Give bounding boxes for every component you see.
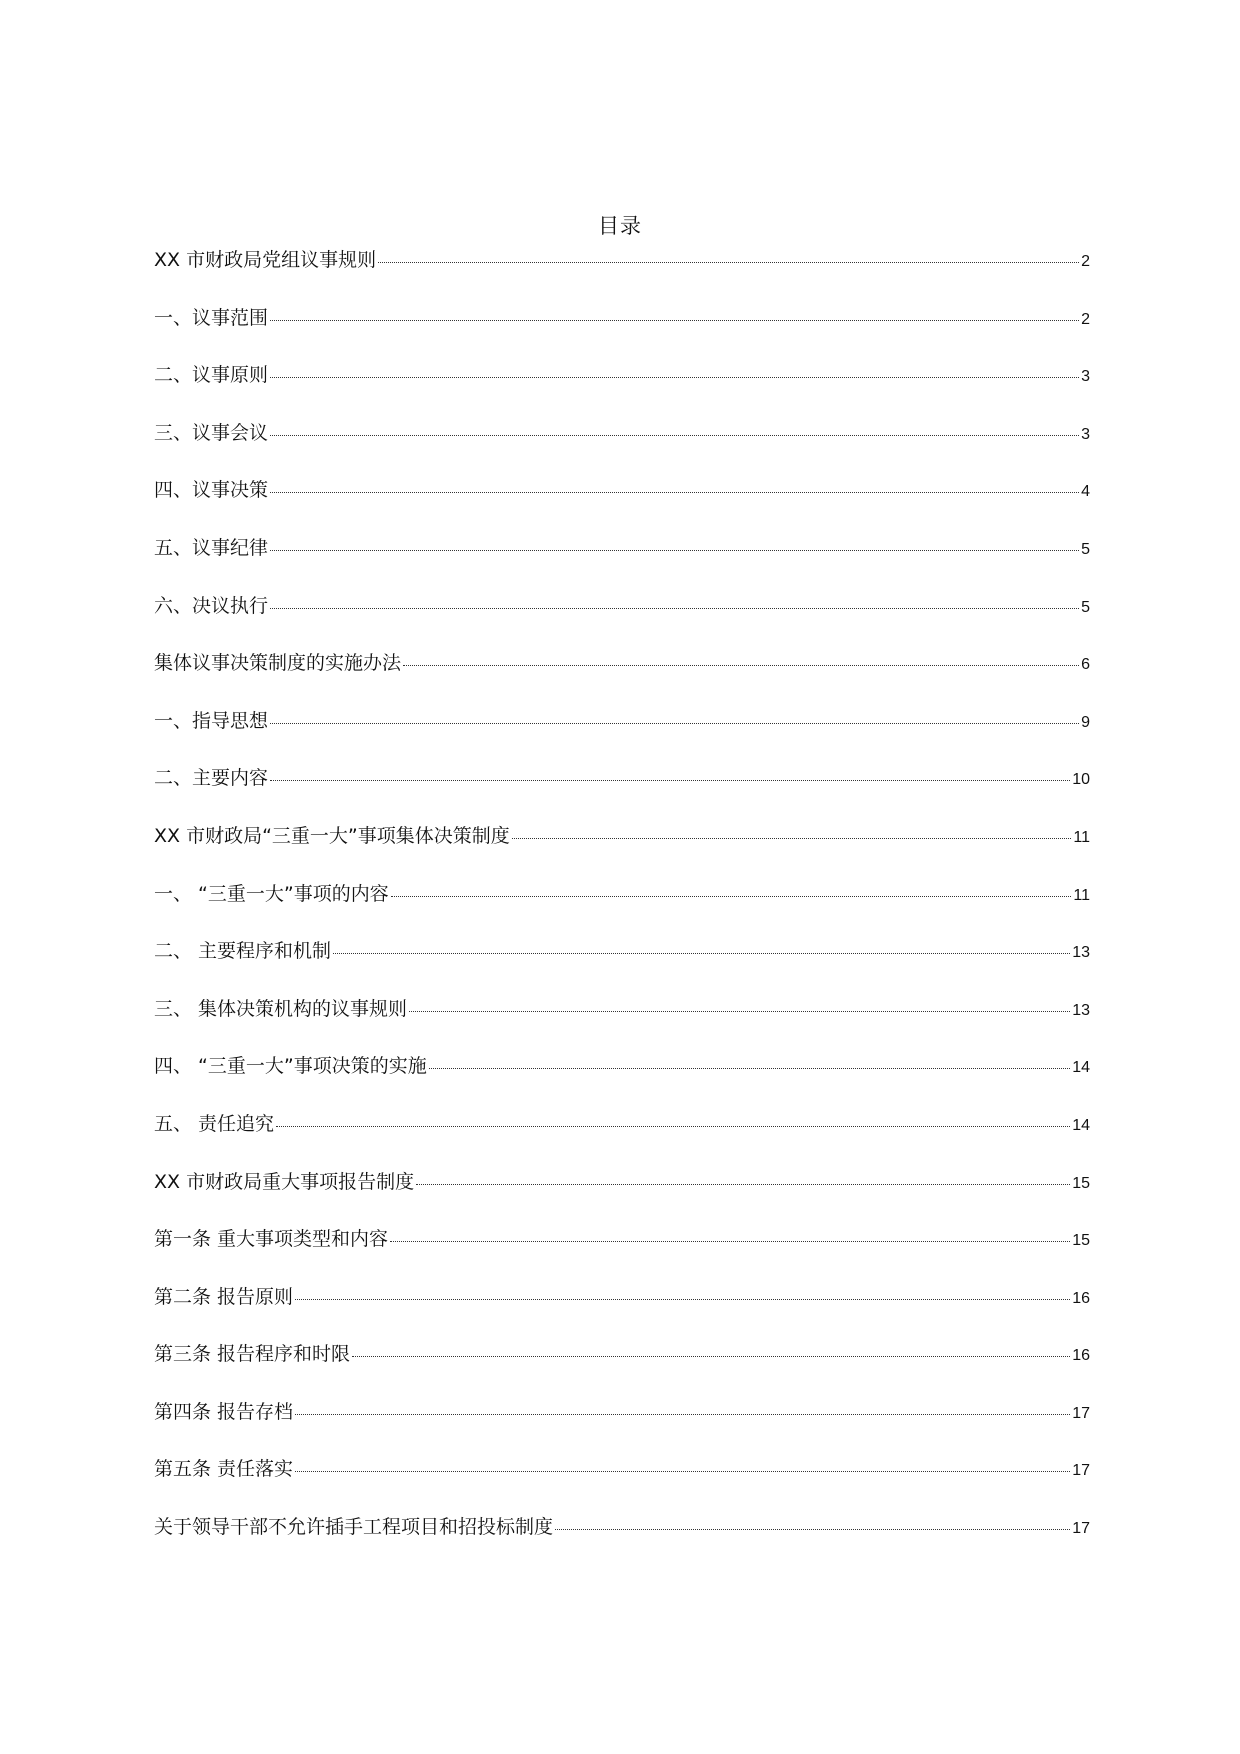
toc-entry-text: 五、 责任追究 xyxy=(154,1112,275,1135)
toc-entry-text: 第二条 报告原则 xyxy=(154,1285,294,1308)
toc-entry-page: 16 xyxy=(1072,1289,1090,1307)
dot-leader xyxy=(270,780,1070,781)
toc-entry[interactable] xyxy=(154,246,1090,304)
toc-title: 目录 xyxy=(598,214,642,238)
toc-entry-page: 14 xyxy=(1072,1116,1090,1134)
dot-leader xyxy=(270,377,1079,378)
toc-entry-text: 一、 “三重一大”事项的内容 xyxy=(154,882,389,905)
toc-entry-text: 关于领导干部不允许插手工程项目和招投标制度 xyxy=(154,1516,554,1539)
toc-entry-text: 五、议事纪律 xyxy=(154,536,269,559)
toc-entry-page: 13 xyxy=(1072,1001,1090,1019)
dot-leader xyxy=(270,608,1079,609)
dot-leader xyxy=(270,320,1079,321)
dot-leader xyxy=(295,1471,1070,1472)
toc-entry-text: 二、 主要程序和机制 xyxy=(154,940,332,963)
dot-leader xyxy=(512,838,1072,839)
toc-entry-page: 5 xyxy=(1081,540,1090,558)
dot-leader xyxy=(378,262,1079,263)
toc-entry[interactable] xyxy=(154,937,1090,995)
dot-leader xyxy=(270,550,1079,551)
dot-leader xyxy=(270,435,1079,436)
dot-leader xyxy=(409,1011,1070,1012)
toc-entry-page: 14 xyxy=(1072,1059,1090,1077)
toc-entry-text: XX 市财政局党组议事规则 xyxy=(154,249,377,271)
toc-entry-text: 一、指导思想 xyxy=(154,709,269,732)
toc-entry-text: 集体议事决策制度的实施办法 xyxy=(154,652,402,675)
toc-entry-text: 三、议事会议 xyxy=(154,421,269,444)
toc-entry[interactable] xyxy=(154,419,1090,477)
toc-entry[interactable] xyxy=(154,592,1090,650)
toc-entry-page: 2 xyxy=(1081,310,1090,328)
toc-entry-text: 四、 “三重一大”事项决策的实施 xyxy=(154,1055,427,1078)
toc-entry[interactable] xyxy=(154,995,1090,1053)
dot-leader xyxy=(416,1184,1070,1185)
toc-entry[interactable] xyxy=(154,822,1090,880)
toc-entry[interactable] xyxy=(154,1225,1090,1283)
toc-entry-page: 13 xyxy=(1072,944,1090,962)
toc-entry-page: 15 xyxy=(1072,1232,1090,1250)
toc-entry[interactable] xyxy=(154,476,1090,534)
toc-entry-page: 16 xyxy=(1072,1347,1090,1365)
dot-leader xyxy=(333,953,1070,954)
toc-entry-text: 第四条 报告存档 xyxy=(154,1400,294,1423)
dot-leader xyxy=(270,492,1079,493)
toc-entry-text: XX 市财政局重大事项报告制度 xyxy=(154,1170,415,1193)
toc-entry[interactable] xyxy=(154,649,1090,707)
toc-entry[interactable] xyxy=(154,707,1090,765)
toc-list xyxy=(154,246,1090,1571)
dot-leader xyxy=(390,1241,1070,1242)
toc-entry-page: 6 xyxy=(1081,656,1090,674)
toc-entry-page: 17 xyxy=(1072,1462,1090,1480)
dot-leader xyxy=(295,1299,1070,1300)
toc-entry-text: 二、议事原则 xyxy=(154,364,269,387)
dot-leader xyxy=(352,1356,1070,1357)
toc-entry-text: 四、议事决策 xyxy=(154,479,269,502)
toc-entry[interactable] xyxy=(154,764,1090,822)
toc-entry-text: 二、主要内容 xyxy=(154,767,269,790)
toc-entry-page: 3 xyxy=(1081,368,1090,386)
toc-entry-text: 六、决议执行 xyxy=(154,594,269,617)
toc-entry-page: 5 xyxy=(1081,598,1090,616)
dot-leader xyxy=(403,665,1079,666)
toc-entry[interactable] xyxy=(154,1340,1090,1398)
toc-entry[interactable] xyxy=(154,1455,1090,1513)
toc-entry-text: 第三条 报告程序和时限 xyxy=(154,1343,351,1366)
toc-entry-page: 9 xyxy=(1081,713,1090,731)
toc-entry-text: 一、议事范围 xyxy=(154,306,269,329)
toc-entry-text: 三、 集体决策机构的议事规则 xyxy=(154,997,408,1020)
dot-leader xyxy=(555,1529,1070,1530)
toc-entry[interactable] xyxy=(154,1398,1090,1456)
dot-leader xyxy=(391,896,1072,897)
toc-entry[interactable] xyxy=(154,1110,1090,1168)
toc-entry-page: 2 xyxy=(1081,253,1090,270)
toc-entry[interactable] xyxy=(154,534,1090,592)
toc-entry-text: 第五条 责任落实 xyxy=(154,1458,294,1481)
toc-entry-page: 10 xyxy=(1072,771,1090,789)
toc-entry-page: 17 xyxy=(1072,1520,1090,1538)
toc-entry-page: 3 xyxy=(1081,425,1090,443)
dot-leader xyxy=(295,1414,1070,1415)
dot-leader xyxy=(276,1126,1070,1127)
toc-entry-page: 11 xyxy=(1073,886,1090,904)
toc-entry-page: 15 xyxy=(1072,1174,1090,1192)
toc-entry[interactable] xyxy=(154,1513,1090,1571)
toc-entry[interactable] xyxy=(154,1168,1090,1226)
toc-entry[interactable] xyxy=(154,880,1090,938)
toc-entry[interactable] xyxy=(154,304,1090,362)
toc-entry[interactable] xyxy=(154,361,1090,419)
toc-entry-page: 11 xyxy=(1073,828,1090,846)
dot-leader xyxy=(270,723,1079,724)
toc-entry[interactable] xyxy=(154,1052,1090,1110)
toc-entry-text: 第一条 重大事项类型和内容 xyxy=(154,1228,389,1251)
toc-entry-page: 4 xyxy=(1081,483,1090,501)
toc-entry[interactable] xyxy=(154,1283,1090,1341)
dot-leader xyxy=(429,1068,1070,1069)
toc-entry-text: XX 市财政局“三重一大”事项集体决策制度 xyxy=(154,824,510,847)
toc-entry-page: 17 xyxy=(1072,1404,1090,1422)
